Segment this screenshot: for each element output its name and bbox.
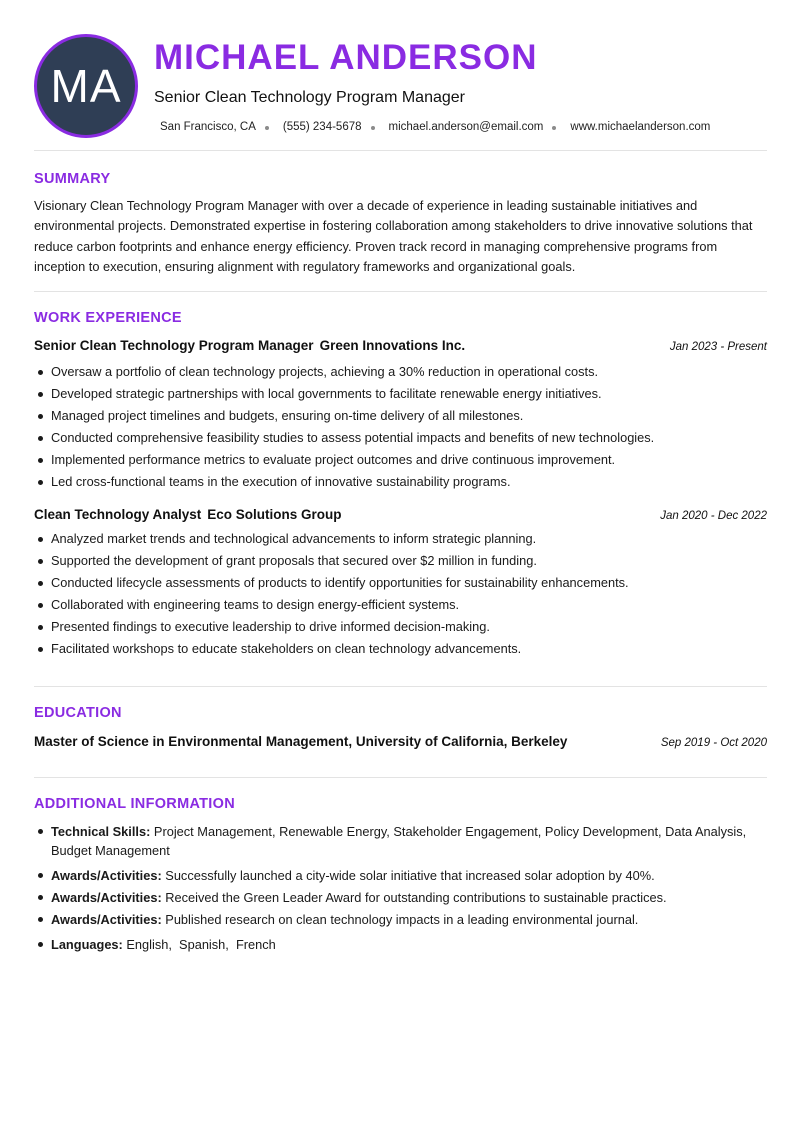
contact-phone: (555) 234-5678	[282, 121, 362, 133]
separator-dot-icon	[371, 126, 375, 130]
experience-heading: WORK EXPERIENCE	[34, 310, 182, 326]
list-item	[34, 935, 767, 954]
job-title: Clean Technology Analyst	[34, 507, 202, 522]
item-label: Awards/Activities:	[51, 890, 162, 905]
list-item: Collaborated with engineering teams to design energy-efficient systems.	[34, 594, 767, 616]
languages-label: Languages:	[51, 937, 123, 952]
avatar-initials: MA	[50, 60, 122, 112]
avatar	[34, 34, 138, 138]
list-item: Facilitated workshops to educate stakeholders on clean technology advancements.	[34, 638, 767, 660]
additional-list	[34, 822, 767, 954]
item-text: Published research on clean technology impacts in a leading environmental journal.	[165, 912, 639, 927]
list-item: Managed project timelines and budgets, ensuring on-time delivery of all milestones.	[34, 405, 767, 427]
job-header	[34, 338, 767, 356]
item-label: Awards/Activities:	[51, 912, 162, 927]
list-item	[34, 866, 767, 885]
list-item: Conducted comprehensive feasibility studies to assess potential impacts and benefits of new technologies.	[34, 427, 767, 449]
job-bullets	[34, 361, 767, 494]
contact-bar	[160, 121, 710, 133]
list-item	[34, 910, 767, 929]
item-label: Awards/Activities:	[51, 868, 162, 883]
list-item: Oversaw a portfolio of clean technology projects, achieving a 30% reduction in operational costs.	[34, 361, 767, 383]
list-item: Analyzed market trends and technological advancements to inform strategic planning.	[34, 528, 767, 550]
education-heading: EDUCATION	[34, 705, 122, 721]
job-title: Senior Clean Technology Program Manager	[34, 338, 314, 353]
summary-heading: SUMMARY	[34, 171, 111, 187]
job-header	[34, 507, 767, 525]
summary-text: Visionary Clean Technology Program Manager with over a decade of experience in leading sustainable initiatives and environmental projects. Demonstrated expertise in fostering collaboration among stakeholders to drive innovative solutions that reduce carbon footprints and enhance energy efficiency. Proven track record in managing comprehensive programs from inception to execution, ensuring alignment with regulatory frameworks and organizational goals.	[34, 198, 753, 274]
section-divider	[34, 150, 767, 151]
contact-email: michael.anderson@email.com	[388, 121, 544, 133]
education-entry	[34, 734, 767, 752]
language-item: , Spanish	[168, 937, 225, 952]
list-item: Presented findings to executive leadership to drive informed decision-making.	[34, 616, 767, 638]
degree: Master of Science in Environmental Management, University of California, Berkeley	[34, 734, 568, 749]
item-text: Project Management, Renewable Energy, Stakeholder Engagement, Policy Development, Data Analysis, Budget Management	[51, 824, 747, 858]
language-item: , French	[225, 937, 276, 952]
list-item: Conducted lifecycle assessments of products to identify opportunities for sustainability enhancements.	[34, 572, 767, 594]
list-item	[34, 822, 767, 860]
job-company: Green Innovations Inc.	[319, 338, 466, 353]
contact-website: www.michaelanderson.com	[570, 121, 711, 133]
section-divider	[34, 686, 767, 687]
item-label: Technical Skills:	[51, 824, 151, 839]
contact-location: San Francisco, CA	[160, 121, 256, 133]
language-item: English	[126, 937, 169, 952]
separator-dot-icon	[552, 126, 556, 130]
additional-heading: ADDITIONAL INFORMATION	[34, 796, 235, 812]
candidate-name: MICHAEL ANDERSON	[154, 38, 538, 77]
section-divider	[34, 777, 767, 778]
job-company: Eco Solutions Group	[207, 507, 342, 522]
job-date: Jan 2020 - Dec 2022	[660, 510, 767, 522]
list-item: Developed strategic partnerships with local governments to facilitate renewable energy initiatives.	[34, 383, 767, 405]
candidate-title: Senior Clean Technology Program Manager	[154, 89, 465, 106]
list-item	[34, 888, 767, 907]
separator-dot-icon	[265, 126, 269, 130]
education-date: Sep 2019 - Oct 2020	[660, 737, 767, 749]
section-divider	[34, 291, 767, 292]
list-item: Led cross-functional teams in the execution of innovative sustainability programs.	[34, 471, 767, 493]
item-text: Successfully launched a city-wide solar initiative that increased solar adoption by 40%.	[165, 868, 655, 883]
job-date: Jan 2023 - Present	[669, 341, 767, 353]
item-text: Received the Green Leader Award for outstanding contributions to sustainable practices.	[165, 890, 667, 905]
list-item: Implemented performance metrics to evaluate project outcomes and drive continuous improvement.	[34, 449, 767, 471]
resume-header	[0, 0, 800, 150]
list-item: Supported the development of grant proposals that secured over $2 million in funding.	[34, 550, 767, 572]
job-bullets	[34, 528, 767, 661]
